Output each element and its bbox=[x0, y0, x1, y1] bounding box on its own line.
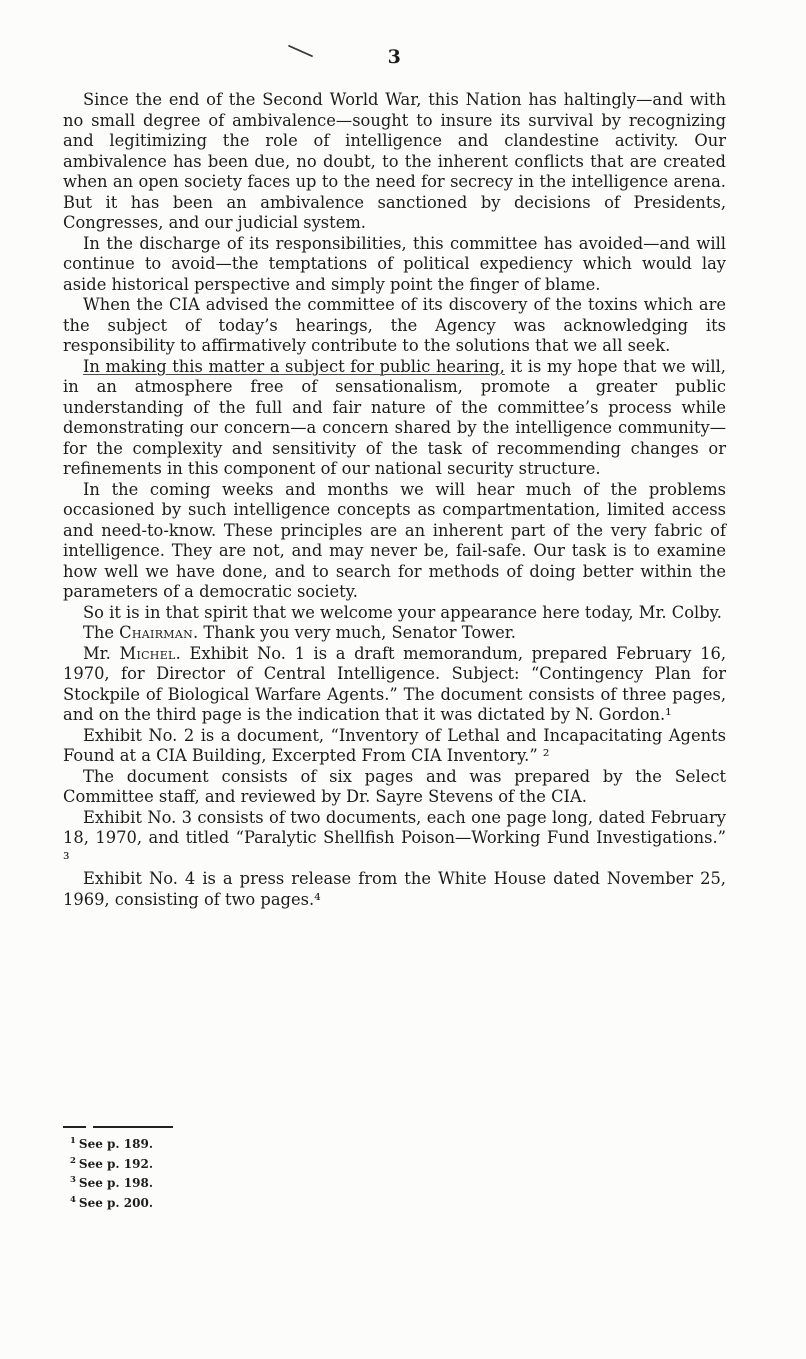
page-number: 3 bbox=[387, 46, 402, 68]
footnote bbox=[70, 1153, 470, 1173]
footnote-divider-segment bbox=[63, 1126, 86, 1128]
paragraph: Exhibit No. 4 is a press release from the White House dated November 25, 1969, consisting of two pages.⁴ bbox=[63, 869, 726, 909]
speaker-prefix: Mr. bbox=[83, 643, 120, 663]
paragraph-text: it is my hope that we will, in an atmosphere free of sensationalism, promote a greater public understanding of the full and fair nature of the committee’s process while demonstrating our concern—a concern shared by the intelligence community—for the complexity and sensitivity of the task of recommending changes or refinements in this component of our national security structure. bbox=[63, 356, 726, 478]
paragraph: Exhibit No. 2 is a document, “Inventory of Lethal and Incapacitating Agents Found at a CIA Building, Excerpted From CIA Inventory.” ² bbox=[63, 725, 726, 765]
footnote-divider-segment bbox=[93, 1126, 173, 1128]
footnote-marker: 2 bbox=[70, 1155, 76, 1166]
underlined-phrase: In making this matter a subject for public hearing, bbox=[83, 356, 505, 376]
document-body bbox=[63, 90, 726, 910]
footnote bbox=[70, 1172, 470, 1192]
footnote-marker: 1 bbox=[70, 1136, 76, 1146]
paragraph: When the CIA advised the committee of its discovery of the toxins which are the subject of today’s hearings, the Agency was acknowledging its responsibility to affirmatively contribute to the solutions that we all seek. bbox=[63, 295, 726, 355]
paragraph-text: . Thank you very much, Senator Tower. bbox=[193, 623, 516, 642]
footnote-text: See p. 192. bbox=[78, 1156, 154, 1171]
footnote-marker: 4 bbox=[70, 1194, 76, 1205]
footnote-text: See p. 189. bbox=[78, 1137, 154, 1151]
paragraph-chairman-line bbox=[63, 623, 726, 644]
footnote-marker: 3 bbox=[70, 1175, 76, 1185]
paragraph-text: . Exhibit No. 1 is a draft memorandum, prepared February 16, 1970, for Director of Central Intelligence. Subject: “Contingency Plan for Stockpile of Biological Warfare Agents.” The document consists of three pages, and on the third page is the indication that it was dictated by N. Gordon.¹ bbox=[63, 643, 726, 724]
paragraph: Since the end of the Second World War, this Nation has haltingly—and with no small degree of ambivalence—sought to insure its survival by recognizing and legitimizing the role of intelligence and clandestine activity. Our ambivalence has been due, no doubt, to the inherent conflicts that are created when an open society faces up to the need for secrecy in the intelligence arena. But it has been an ambivalence sanctioned by decisions of Presidents, Congresses, and our judicial system. bbox=[63, 90, 726, 232]
footnotes-block bbox=[70, 1133, 470, 1211]
paragraph: In the coming weeks and months we will hear much of the problems occasioned by such intelligence concepts as compartmentation, limited access and need-to-know. These principles are an inherent part of the very fabric of intelligence. They are not, and may never be, fail-safe. Our task is to examine how well we have done, and to search for methods of doing better within the parameters of a democratic society. bbox=[63, 479, 726, 601]
footnote-text: See p. 200. bbox=[78, 1195, 154, 1210]
footnote bbox=[70, 1192, 470, 1212]
paragraph: The document consists of six pages and was prepared by the Select Committee staff, and reviewed by Dr. Sayre Stevens of the CIA. bbox=[63, 766, 726, 806]
paragraph-michel-line bbox=[63, 644, 726, 726]
footnote bbox=[70, 1133, 470, 1153]
paragraph: In the discharge of its responsibilities, this committee has avoided—and will continue to avoid—the temptations of political expediency which would lay aside historical perspective and simply point the finger of blame. bbox=[63, 233, 726, 294]
paragraph bbox=[63, 357, 726, 480]
footnote-text: See p. 198. bbox=[78, 1176, 154, 1190]
speaker-name-chairman: Chairman bbox=[119, 623, 194, 642]
paragraph: So it is in that spirit that we welcome your appearance here today, Mr. Colby. bbox=[83, 602, 722, 622]
speaker-prefix: The bbox=[83, 623, 120, 642]
speaker-name-michel: Michel bbox=[119, 643, 176, 663]
paragraph: Exhibit No. 3 consists of two documents, each one page long, dated February 18, 1970, and titled “Paralytic Shellfish Poison—Working Fund Investigations.” ³ bbox=[63, 807, 726, 868]
